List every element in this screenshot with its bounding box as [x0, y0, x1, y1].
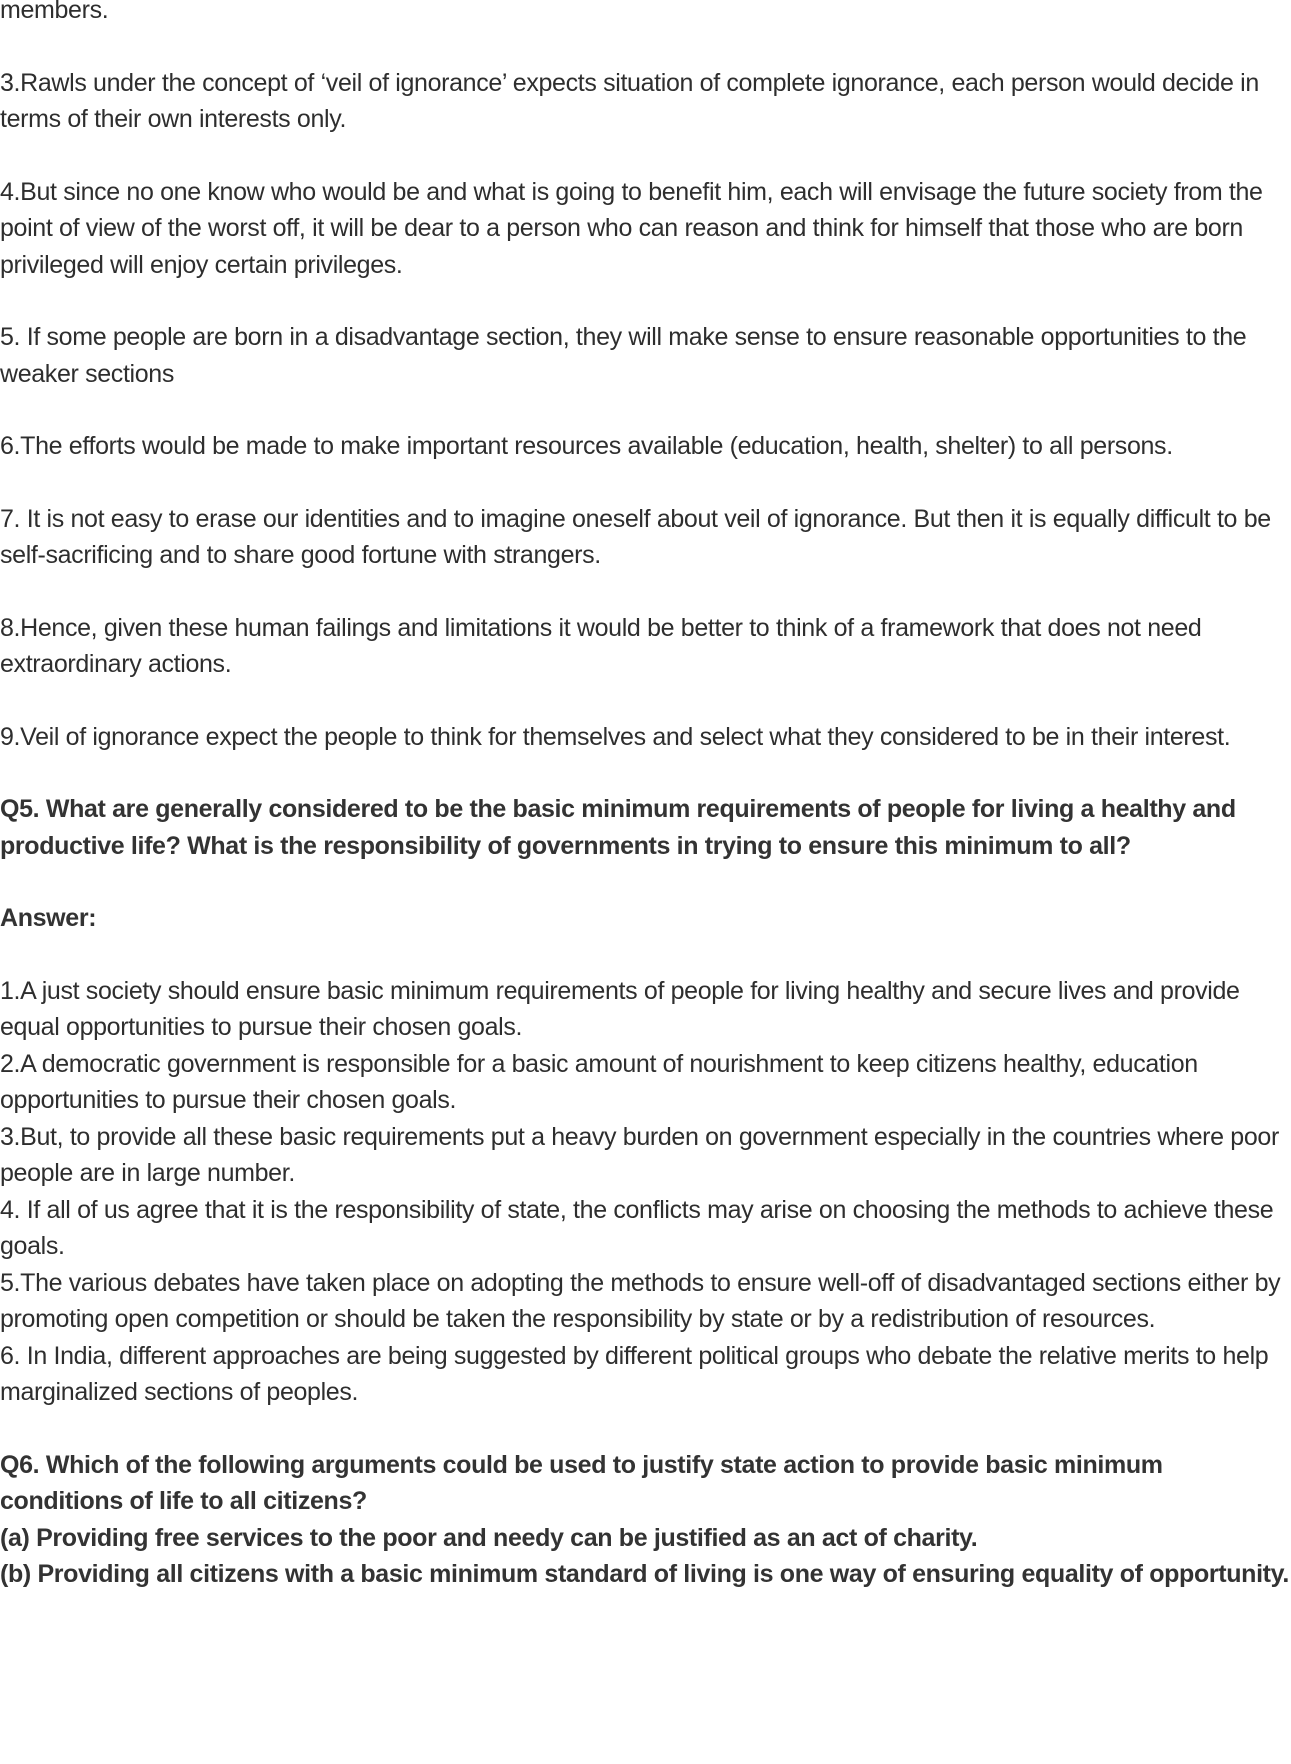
- answer-label: Answer:: [0, 904, 97, 932]
- question-5-section: [0, 791, 1291, 1411]
- point-9: 9.Veil of ignorance expect the people to think for themselves and select what they considered to be in their interest.: [0, 722, 1231, 751]
- answer-point-6: 6. In India, different approaches are being suggested by different political groups who debate the relative merits to help marginalized sections of peoples.: [0, 1341, 1269, 1406]
- answer-point-1: 1.A just society should ensure basic minimum requirements of people for living healthy and secure lives and provide equal opportunities to pursue their chosen goals.: [0, 976, 1240, 1041]
- question-6-section: [0, 1447, 1291, 1593]
- answer-point-2: 2.A democratic government is responsible for a basic amount of nourishment to keep citizens healthy, education opportunities to pursue their chosen goals.: [0, 1049, 1198, 1114]
- answer-point-4: 4. If all of us agree that it is the responsibility of state, the conflicts may arise on choosing the methods to achieve these goals.: [0, 1195, 1274, 1260]
- continued-text: members.: [0, 0, 109, 24]
- point-6: 6.The efforts would be made to make important resources available (education, health, shelter) to all persons.: [0, 432, 1173, 460]
- point-4: 4.But since no one know who would be and what is going to benefit him, each will envisage the future society from the point of view of the worst off, it will be dear to a person who can reason and think for himself that those who are born privileged will enjoy certain privileges.: [0, 177, 1263, 279]
- veil-of-ignorance-points: [0, 65, 1291, 756]
- answer-point-3: 3.But, to provide all these basic requirements put a heavy burden on government especially in the countries where poor people are in large number.: [0, 1122, 1279, 1187]
- point-8: 8.Hence, given these human failings and limitations it would be better to think of a framework that does not need extraordinary actions.: [0, 613, 1202, 678]
- point-5: 5. If some people are born in a disadvantage section, they will make sense to ensure reasonable opportunities to the weaker sections: [0, 323, 1247, 388]
- option-b: (b) Providing all citizens with a basic minimum standard of living is one way of ensuring equality of opportunity.: [0, 1560, 1289, 1588]
- answer-point-5: 5.The various debates have taken place on adopting the methods to ensure well-off of disadvantaged sections either by promoting open competition or should be taken the responsibility by state or by a redistribution of resources.: [0, 1268, 1281, 1333]
- question-5-heading: Q5. What are generally considered to be the basic minimum requirements of people for living a healthy and productive life? What is the responsibility of governments in trying to ensure this minimum to all?: [0, 795, 1236, 860]
- question-6-heading: Q6. Which of the following arguments could be used to justify state action to provide basic minimum conditions of life to all citizens?: [0, 1450, 1163, 1515]
- point-7: 7. It is not easy to erase our identities and to imagine oneself about veil of ignorance. But then it is equally difficult to be self-sacrificing and to share good fortune with strangers.: [0, 504, 1271, 569]
- point-3: 3.Rawls under the concept of ‘veil of ignorance’ expects situation of complete ignorance, each person would decide in terms of their own interests only.: [0, 68, 1259, 133]
- option-a: (a) Providing free services to the poor and needy can be justified as an act of charity.: [0, 1523, 978, 1552]
- answer-list: [0, 973, 1291, 1411]
